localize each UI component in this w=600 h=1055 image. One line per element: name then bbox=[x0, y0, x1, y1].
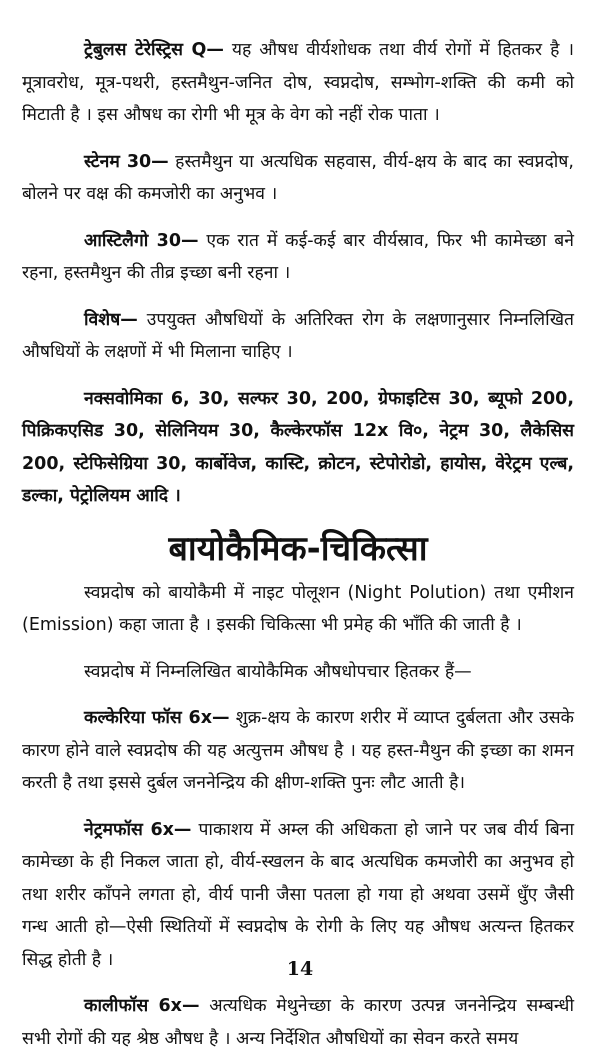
remedy-text: अत्यधिक मेथुनेच्छा के कारण उत्पन्न जननेन्द्रिय सम्बन्धी सभी रोगों की यह श्रेष्ठ औषध है । अन्य निर्देशित औषधियों का सेवन करते समय bbox=[22, 996, 574, 1049]
remedy-text: हस्तमैथुन या अत्यधिक सहवास, वीर्य-क्षय के बाद का स्वप्नदोष, बोलने पर वक्ष की कमजोरी का अनुभव । bbox=[22, 152, 574, 205]
paragraph-intro bbox=[22, 577, 574, 642]
paragraph-tribulus bbox=[22, 34, 574, 132]
remedy-name: कल्केरिया फॉस 6x— bbox=[84, 708, 230, 728]
paragraph-special-note bbox=[22, 304, 574, 369]
paragraph-natrum-phos bbox=[22, 814, 574, 977]
section-heading: बायोकैमिक-चिकित्सा bbox=[22, 527, 574, 571]
remedy-name: आस्टिलैगो 30— bbox=[84, 231, 199, 251]
remedy-name: स्टेनम 30— bbox=[84, 152, 169, 172]
remedy-name: ट्रेबुलस टेरेस्ट्रिस Q— bbox=[84, 40, 224, 60]
remedy-name: नेट्रमफॉस 6x— bbox=[84, 820, 191, 840]
remedy-text: पाकाशय में अम्ल की अधिकता हो जाने पर जब वीर्य बिना कामेच्छा के ही निकल जाता हो, वीर्य-स्खलन के बाद अत्यधिक कमजोरी का अनुभव हो तथा शरीर काँपने लगता हो, वीर्य पानी जैसा पतला हो गया हो अथवा उसमें धुँए जैसी गन्ध आती हो—ऐसी स्थितियों में स्वप्नदोष के रोगी के लिए यह औषध अत्यन्त हितकर सिद्ध होती है । bbox=[22, 820, 574, 970]
remedy-list-text: नक्सवोमिका 6, 30, सल्फर 30, 200, ग्रेफाइटिस 30, ब्यूफो 200, पिक्रिकएसिड 30, सेलिनियम 30, कैल्केरफॉस 12x वि०, नेट्रम 30, लैकेसिस 200, स्टेफिसेग्रिया 30, कार्बोवेज, कास्टि, क्रोटन, स्टेपोरोडो, हायोस, वेरेट्रम एल्ब, डल्का, पेट्रोलियम आदि । bbox=[22, 389, 574, 507]
page-number: 14 bbox=[0, 958, 600, 980]
note-label: विशेष— bbox=[84, 310, 138, 330]
remedy-name: कालीफॉस 6x— bbox=[84, 996, 199, 1016]
paragraph-stannum bbox=[22, 146, 574, 211]
paragraph-ustilago bbox=[22, 225, 574, 290]
paragraph-list-intro bbox=[22, 656, 574, 689]
intro-text: स्वप्नदोष को बायोकैमी में नाइट पोलूशन (Night Polution) तथा एमीशन (Emission) कहा जाता है । इसकी चिकित्सा भी प्रमेह की भाँति की जाती है । bbox=[22, 583, 574, 636]
list-intro-text: स्वप्नदोष में निम्नलिखित बायोकैमिक औषधोपचार हितकर हैं— bbox=[84, 662, 472, 682]
paragraph-kali-phos bbox=[22, 990, 574, 1055]
remedy-text: एक रात में कई-कई बार वीर्यस्राव, फिर भी कामेच्छा बने रहना, हस्तमैथुन की तीव्र इच्छा बनी रहना । bbox=[22, 231, 574, 284]
remedy-text: शुक्र-क्षय के कारण शरीर में व्याप्त दुर्बलता और उसके कारण होने वाले स्वप्नदोष की यह अत्युत्तम औषध है । यह हस्त-मैथुन की इच्छा का शमन करती है तथा इससे दुर्बल जननेन्द्रिय की क्षीण-शक्ति पुनः लौट आती है। bbox=[22, 708, 574, 793]
paragraph-remedy-list bbox=[22, 383, 574, 513]
remedy-text: यह औषध वीर्यशोधक तथा वीर्य रोगों में हितकर है । मूत्रावरोध, मूत्र-पथरी, हस्तमैथुन-जनित दोष, स्वप्नदोष, सम्भोग-शक्ति की कमी को मिटाती है । इस औषध का रोगी भी मूत्र के वेग को नहीं रोक पाता । bbox=[22, 40, 574, 125]
homeopathic-remedies bbox=[22, 34, 574, 513]
paragraph-calc-phos bbox=[22, 702, 574, 800]
biochemic-remedies bbox=[22, 577, 574, 1055]
note-text: उपयुक्त औषधियों के अतिरिक्त रोग के लक्षणानुसार निम्नलिखित औषधियों के लक्षणों में भी मिलाना चाहिए । bbox=[22, 310, 574, 363]
